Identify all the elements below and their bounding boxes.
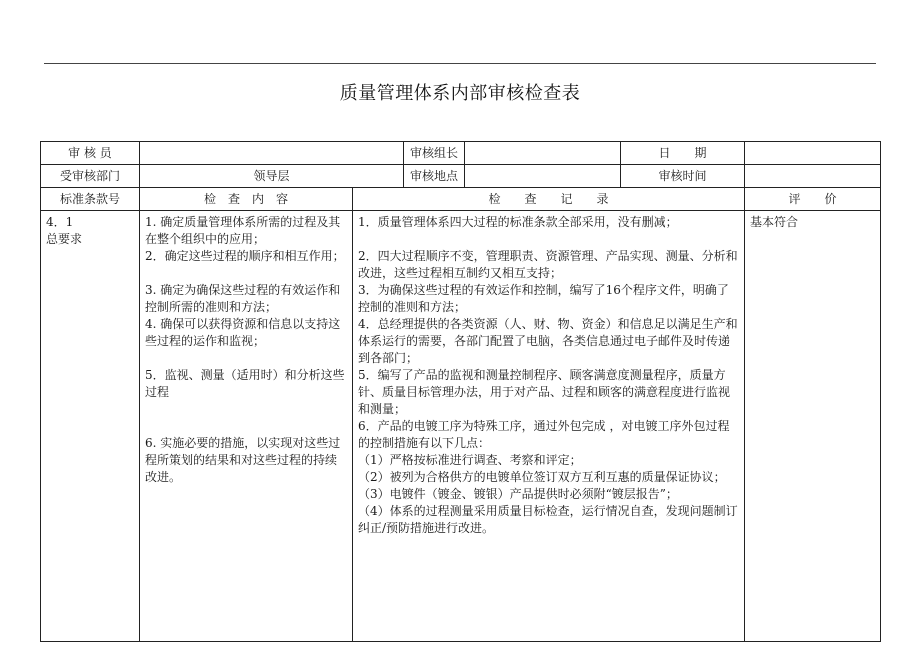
content-item: 6. 实施必要的措施，以实现对这些过程所策划的结果和对这些过程的持续改进。 — [145, 436, 341, 484]
page-title: 质量管理体系内部审核检查表 — [339, 83, 581, 104]
date-label: 日 期 — [621, 142, 745, 165]
clause-name: 总要求 — [46, 232, 83, 246]
clause-number: 4．1 — [46, 215, 74, 229]
content-column-header: 检 查 内 容 — [140, 188, 353, 211]
content-item: 2．确定这些过程的顺序和相互作用； — [145, 249, 345, 263]
content-item: 5．监视、测量（适用时）和分析这些过程 — [145, 368, 345, 399]
record-item: 5．编写了产品的监视和测量控制程序、顾客满意度测量程序，质量方针、质量目标管理办法，用于对产品、过程和顾客的满意程度进行监视和测量； — [358, 368, 731, 416]
clause-column-header: 标准条款号 — [41, 188, 140, 211]
record-item: （1）严格按标准进行调查、考察和评定； — [358, 453, 582, 467]
record-item: 3．为确保这些过程的有效运作和控制，编写了16个程序文件，明确了控制的准则和方法； — [358, 283, 729, 314]
dept-label: 受审核部门 — [41, 165, 140, 188]
date-value[interactable] — [745, 142, 881, 165]
record-column-header: 检 查 记 录 — [353, 188, 745, 211]
record-item: 2．四大过程顺序不变，管理职责、资源管理、产品实现、测量、分析和改进，这些过程相互制约又相互支持； — [358, 249, 738, 280]
time-value[interactable] — [745, 165, 881, 188]
clause-cell — [41, 211, 140, 642]
auditor-value[interactable] — [140, 142, 404, 165]
column-header-row — [41, 188, 881, 211]
top-rule — [44, 63, 876, 64]
record-item: 4．总经理提供的各类资源（人、财、物、资金）和信息足以满足生产和体系运行的需要，各部门配置了电脑，各类信息通过电子邮件及时传递到各部门； — [358, 317, 738, 365]
time-label: 审核时间 — [621, 165, 745, 188]
team-leader-value[interactable] — [465, 142, 621, 165]
table-row — [41, 211, 881, 642]
record-cell — [353, 211, 745, 642]
header-row-2 — [41, 165, 881, 188]
header-row-1 — [41, 142, 881, 165]
location-label: 审核地点 — [404, 165, 465, 188]
audit-checklist-table — [40, 141, 881, 642]
record-item: 6．产品的电镀工序为特殊工序，通过外包完成 ，对电镀工序外包过程的控制措施有以下几点： — [358, 419, 730, 450]
dept-value: 领导层 — [140, 165, 404, 188]
content-item: 3. 确定为确保这些过程的有效运作和控制所需的准则和方法； — [145, 283, 341, 314]
team-leader-label: 审核组长 — [404, 142, 465, 165]
content-cell — [140, 211, 353, 642]
location-value[interactable] — [465, 165, 621, 188]
evaluation-column-header: 评 价 — [745, 188, 881, 211]
auditor-label: 审 核 员 — [41, 142, 140, 165]
content-item: 4. 确保可以获得资源和信息以支持这些过程的运作和监视； — [145, 317, 341, 348]
record-item: （2）被列为合格供方的电镀单位签订双方互利互惠的质量保证协议； — [358, 470, 726, 484]
evaluation-cell: 基本符合 — [745, 211, 881, 642]
content-item: 1. 确定质量管理体系所需的过程及其在整个组织中的应用； — [145, 215, 341, 246]
record-item: （3）电镀件（镀金、镀银）产品提供时必须附“镀层报告”； — [358, 487, 678, 501]
record-item: （4）体系的过程测量采用质量目标检查，运行情况自查，发现问题制订纠正/预防措施进行改进。 — [358, 504, 738, 535]
record-item: 1．质量管理体系四大过程的标准条款全部采用，没有删减； — [358, 215, 678, 229]
